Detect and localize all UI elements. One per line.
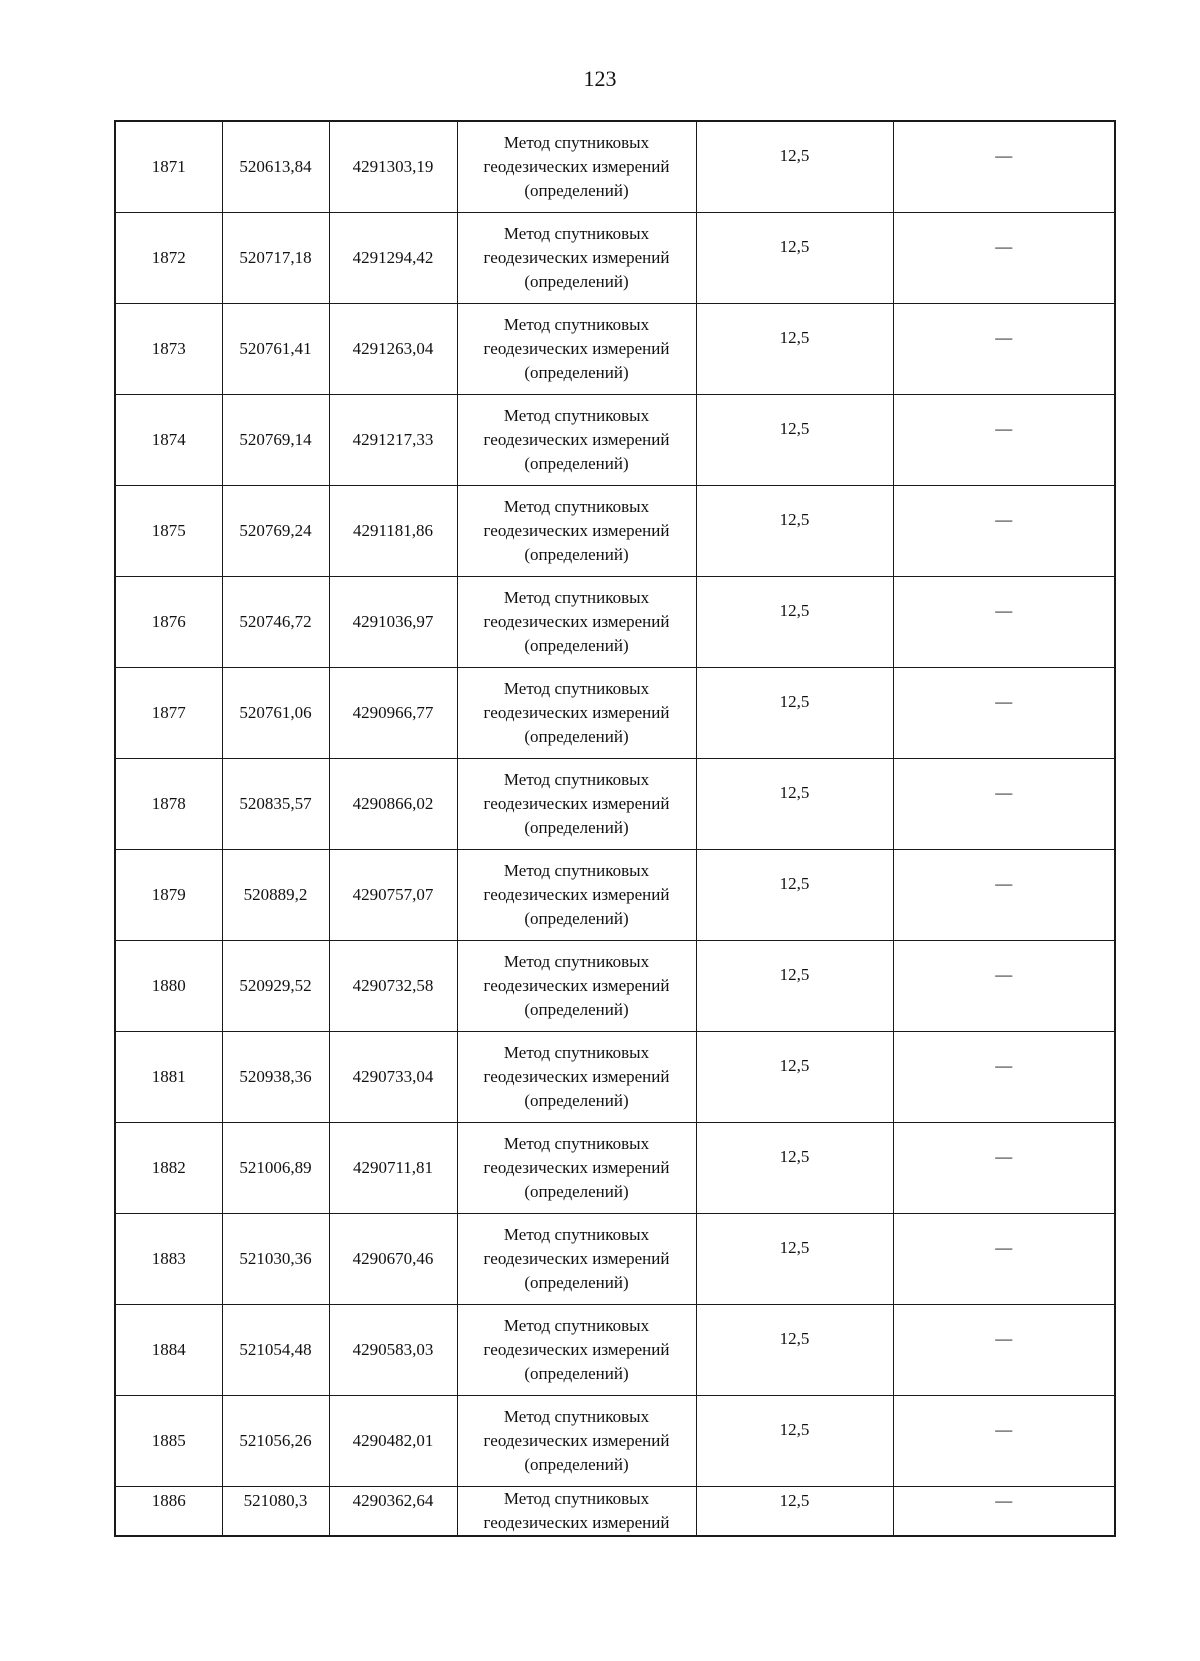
y-coordinate-cell: 4290482,01 (329, 1395, 457, 1486)
table-row (115, 576, 1115, 667)
method-cell (457, 1486, 696, 1536)
point-number-cell: 1879 (115, 849, 222, 940)
method-line: Метод спутниковых (503, 132, 650, 152)
method-line: (определений) (524, 1181, 629, 1201)
method-cell (457, 485, 696, 576)
note-cell: — (893, 1395, 1115, 1486)
method-cell (457, 1304, 696, 1395)
accuracy-cell: 12,5 (696, 940, 893, 1031)
accuracy-cell: 12,5 (696, 667, 893, 758)
method-cell (457, 576, 696, 667)
method-line: (определений) (524, 453, 629, 473)
x-coordinate-cell: 520761,06 (222, 667, 329, 758)
accuracy-cell: 12,5 (696, 485, 893, 576)
method-cell (457, 849, 696, 940)
note-cell: — (893, 212, 1115, 303)
point-number-cell: 1877 (115, 667, 222, 758)
y-coordinate-cell: 4290966,77 (329, 667, 457, 758)
method-line: (определений) (524, 999, 629, 1019)
method-line: Метод спутниковых (503, 951, 650, 971)
method-line: Метод спутниковых (503, 678, 650, 698)
method-cell (457, 758, 696, 849)
x-coordinate-cell: 520769,14 (222, 394, 329, 485)
method-line: Метод спутниковых (503, 1406, 650, 1426)
method-line: (определений) (524, 1272, 629, 1292)
x-coordinate-cell: 521006,89 (222, 1122, 329, 1213)
method-line: геодезических измерений (483, 1157, 670, 1177)
method-line: геодезических измерений (483, 520, 670, 540)
method-line: (определений) (524, 635, 629, 655)
accuracy-cell: 12,5 (696, 849, 893, 940)
table-row (115, 1486, 1115, 1536)
method-line: геодезических измерений (483, 156, 670, 176)
table-row (115, 303, 1115, 394)
note-cell: — (893, 121, 1115, 212)
accuracy-cell: 12,5 (696, 1304, 893, 1395)
note-cell: — (893, 1213, 1115, 1304)
y-coordinate-cell: 4290670,46 (329, 1213, 457, 1304)
method-line: (определений) (524, 1090, 629, 1110)
point-number-cell: 1874 (115, 394, 222, 485)
table-row (115, 212, 1115, 303)
note-cell: — (893, 849, 1115, 940)
note-cell: — (893, 758, 1115, 849)
x-coordinate-cell: 520835,57 (222, 758, 329, 849)
table-row (115, 758, 1115, 849)
method-line: (определений) (524, 362, 629, 382)
y-coordinate-cell: 4290362,64 (329, 1486, 457, 1536)
method-line: (определений) (524, 180, 629, 200)
y-coordinate-cell: 4291263,04 (329, 303, 457, 394)
table-row (115, 849, 1115, 940)
y-coordinate-cell: 4290583,03 (329, 1304, 457, 1395)
method-cell (457, 667, 696, 758)
x-coordinate-cell: 520938,36 (222, 1031, 329, 1122)
method-line: (определений) (524, 1454, 629, 1474)
x-coordinate-cell: 520769,24 (222, 485, 329, 576)
point-number-cell: 1884 (115, 1304, 222, 1395)
note-cell: — (893, 940, 1115, 1031)
x-coordinate-cell: 520613,84 (222, 121, 329, 212)
y-coordinate-cell: 4290711,81 (329, 1122, 457, 1213)
note-cell: — (893, 485, 1115, 576)
method-line: Метод спутниковых (503, 769, 650, 789)
table-row (115, 485, 1115, 576)
note-cell: — (893, 667, 1115, 758)
accuracy-cell: 12,5 (696, 1122, 893, 1213)
x-coordinate-cell: 521080,3 (222, 1486, 329, 1536)
method-line: Метод спутниковых (503, 1133, 650, 1153)
y-coordinate-cell: 4290732,58 (329, 940, 457, 1031)
method-line: Метод спутниковых (503, 496, 650, 516)
point-number-cell: 1882 (115, 1122, 222, 1213)
y-coordinate-cell: 4291217,33 (329, 394, 457, 485)
method-line: геодезических измерений (483, 429, 670, 449)
point-number-cell: 1878 (115, 758, 222, 849)
table-row (115, 394, 1115, 485)
note-cell: — (893, 1304, 1115, 1395)
method-line: геодезических измерений (483, 1430, 670, 1450)
note-cell: — (893, 1031, 1115, 1122)
method-cell (457, 940, 696, 1031)
method-line: (определений) (524, 726, 629, 746)
x-coordinate-cell: 520746,72 (222, 576, 329, 667)
method-line: геодезических измерений (483, 611, 670, 631)
table-row (115, 1395, 1115, 1486)
table-row (115, 1213, 1115, 1304)
method-line: геодезических измерений (483, 884, 670, 904)
accuracy-cell: 12,5 (696, 1395, 893, 1486)
y-coordinate-cell: 4290757,07 (329, 849, 457, 940)
point-number-cell: 1885 (115, 1395, 222, 1486)
accuracy-cell: 12,5 (696, 303, 893, 394)
method-cell (457, 121, 696, 212)
method-line: Метод спутниковых (503, 1224, 650, 1244)
accuracy-cell: 12,5 (696, 1486, 893, 1536)
y-coordinate-cell: 4291294,42 (329, 212, 457, 303)
point-number-cell: 1871 (115, 121, 222, 212)
point-number-cell: 1880 (115, 940, 222, 1031)
method-line: Метод спутниковых (503, 223, 650, 243)
point-number-cell: 1886 (115, 1486, 222, 1536)
method-line: Метод спутниковых (503, 314, 650, 334)
accuracy-cell: 12,5 (696, 212, 893, 303)
method-line: (определений) (524, 817, 629, 837)
accuracy-cell: 12,5 (696, 576, 893, 667)
method-line: (определений) (524, 544, 629, 564)
method-cell (457, 1122, 696, 1213)
method-cell (457, 1395, 696, 1486)
method-line: (определений) (524, 1363, 629, 1383)
x-coordinate-cell: 520717,18 (222, 212, 329, 303)
accuracy-cell: 12,5 (696, 758, 893, 849)
x-coordinate-cell: 520929,52 (222, 940, 329, 1031)
method-line: геодезических измерений (483, 793, 670, 813)
point-number-cell: 1876 (115, 576, 222, 667)
method-line: геодезических измерений (483, 1248, 670, 1268)
x-coordinate-cell: 521054,48 (222, 1304, 329, 1395)
method-line: Метод спутниковых (503, 587, 650, 607)
y-coordinate-cell: 4291181,86 (329, 485, 457, 576)
method-line: геодезических измерений (483, 1066, 670, 1086)
y-coordinate-cell: 4290866,02 (329, 758, 457, 849)
method-cell (457, 1031, 696, 1122)
method-line: Метод спутниковых (503, 1488, 650, 1508)
method-line: геодезических измерений (483, 975, 670, 995)
table-row (115, 1031, 1115, 1122)
point-number-cell: 1873 (115, 303, 222, 394)
note-cell: — (893, 303, 1115, 394)
accuracy-cell: 12,5 (696, 1031, 893, 1122)
method-cell (457, 212, 696, 303)
method-line: (определений) (524, 908, 629, 928)
y-coordinate-cell: 4291036,97 (329, 576, 457, 667)
table-row (115, 940, 1115, 1031)
note-cell: — (893, 1486, 1115, 1536)
method-cell (457, 1213, 696, 1304)
accuracy-cell: 12,5 (696, 121, 893, 212)
accuracy-cell: 12,5 (696, 394, 893, 485)
method-cell (457, 394, 696, 485)
point-number-cell: 1881 (115, 1031, 222, 1122)
table-body (115, 121, 1115, 1536)
table-row (115, 1304, 1115, 1395)
x-coordinate-cell: 521030,36 (222, 1213, 329, 1304)
page-number: 123 (583, 66, 617, 91)
method-cell (457, 303, 696, 394)
x-coordinate-cell: 521056,26 (222, 1395, 329, 1486)
table-row (115, 667, 1115, 758)
method-line: Метод спутниковых (503, 1042, 650, 1062)
method-line: геодезических измерений (483, 1339, 670, 1359)
y-coordinate-cell: 4290733,04 (329, 1031, 457, 1122)
method-line: Метод спутниковых (503, 860, 650, 880)
point-number-cell: 1872 (115, 212, 222, 303)
x-coordinate-cell: 520761,41 (222, 303, 329, 394)
method-line: геодезических измерений (483, 338, 670, 358)
y-coordinate-cell: 4291303,19 (329, 121, 457, 212)
table-row (115, 121, 1115, 212)
point-number-cell: 1875 (115, 485, 222, 576)
coordinates-table (114, 120, 1116, 1537)
method-line: Метод спутниковых (503, 1315, 650, 1335)
method-line: (определений) (524, 271, 629, 291)
note-cell: — (893, 394, 1115, 485)
method-line: геодезических измерений (483, 1512, 670, 1532)
table-row (115, 1122, 1115, 1213)
note-cell: — (893, 1122, 1115, 1213)
x-coordinate-cell: 520889,2 (222, 849, 329, 940)
method-line: геодезических измерений (483, 247, 670, 267)
accuracy-cell: 12,5 (696, 1213, 893, 1304)
method-line: геодезических измерений (483, 702, 670, 722)
note-cell: — (893, 576, 1115, 667)
point-number-cell: 1883 (115, 1213, 222, 1304)
method-line: Метод спутниковых (503, 405, 650, 425)
